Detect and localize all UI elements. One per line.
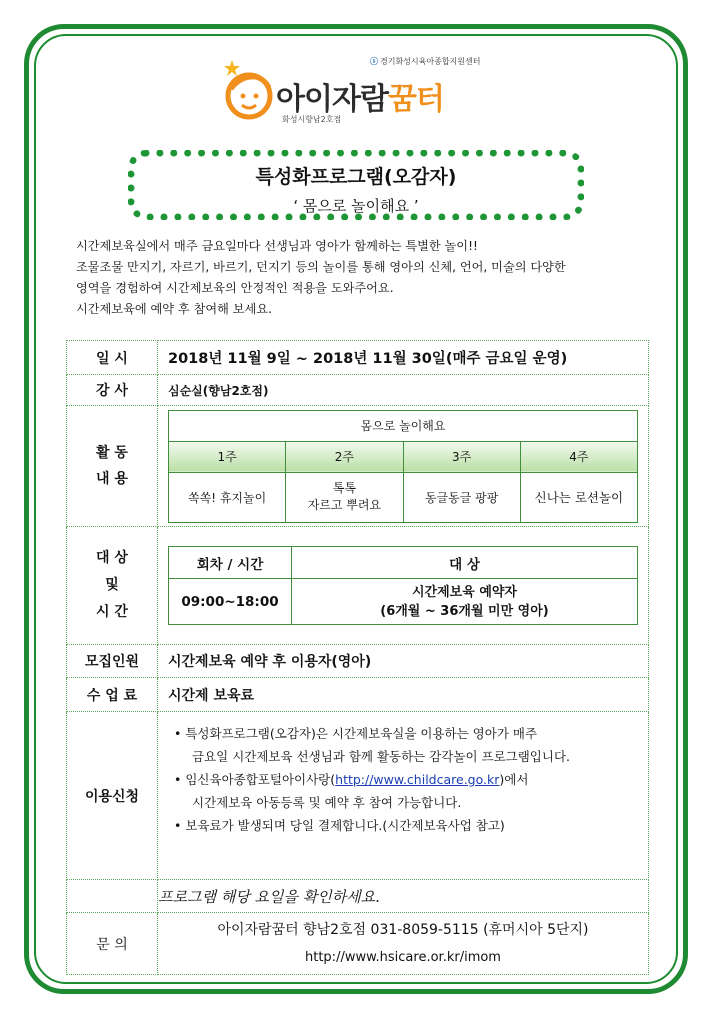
- recruit-row: [67, 645, 649, 678]
- target-line-1: 시간제보육 예약자: [412, 584, 517, 600]
- week-header: 2주: [286, 441, 403, 472]
- childcare-portal-link[interactable]: http://www.childcare.go.kr: [335, 772, 500, 787]
- apply-details: [158, 712, 648, 841]
- page-title: 특성화프로그램(오감자): [255, 166, 457, 188]
- week-header: 3주: [403, 441, 520, 472]
- bullet-icon: •: [174, 726, 186, 741]
- target-table: [168, 546, 638, 625]
- fee-label: 수 업 료: [67, 678, 158, 712]
- date-label: 일 시: [67, 341, 158, 375]
- bullet-icon: •: [174, 818, 186, 833]
- apply-bullet-3: 보육료가 발생되며 당일 결제합니다.(시간제보육사업 참고): [185, 818, 505, 833]
- apply-row: [67, 712, 649, 880]
- logo-title: 아이자람꿈터: [276, 82, 444, 117]
- fee-value: 시간제 보육료: [158, 678, 649, 712]
- contact-url: http://www.hsicare.or.kr/imom: [305, 949, 501, 965]
- activity-table-title: 몸으로 놀이해요: [169, 410, 638, 441]
- activity-row: [67, 406, 649, 527]
- apply-bullet-2-pre: 임신육아종합포털아이사랑(: [185, 772, 336, 787]
- apply-note: 프로그램 해당 요일을 확인하세요.: [158, 880, 649, 913]
- apply-bullet-1: 특성화프로그램(오감자)은 시간제보육실을 이용하는 영아가 매주: [185, 726, 538, 741]
- title-box: [128, 150, 584, 220]
- week-activity: 동글동글 팡팡: [403, 472, 520, 522]
- apply-bullet-1-cont: 금요일 시간제보육 선생님과 함께 활동하는 감각놀이 프로그램입니다.: [192, 749, 570, 764]
- fee-row: [67, 678, 649, 712]
- bullet-icon: •: [174, 772, 186, 787]
- child-face-icon: [222, 58, 274, 120]
- week-header: 1주: [169, 441, 286, 472]
- intro-line: 영역을 경험하여 시간제보육의 안정적인 적용을 도와주어요.: [76, 281, 394, 295]
- target-row: [67, 527, 649, 645]
- week-activity: 신나는 로션놀이: [520, 472, 637, 522]
- session-time: 09:00~18:00: [169, 579, 292, 625]
- center-name: 경기화성시육아종합지원센터: [380, 57, 481, 66]
- intro-line: 조물조물 만지기, 자르기, 바르기, 던지기 등의 놀이를 통해 영아의 신체, 언어, 미술의 다양한: [76, 260, 566, 274]
- intro-line: 시간제보육에 예약 후 참여해 보세요.: [76, 302, 272, 316]
- contact-row: [67, 913, 649, 975]
- target-label-2: 및: [105, 577, 119, 593]
- week-activity: 쏙쏙! 휴지놀이: [169, 472, 286, 522]
- week-activity: 톡톡 자르고 뿌려요: [286, 472, 403, 522]
- logo: [222, 52, 512, 126]
- target-line-2: (6개월 ~ 36개월 미만 영아): [380, 603, 549, 619]
- week-header: 4주: [520, 441, 637, 472]
- teacher-value: 심순실(향남2호점): [158, 375, 649, 406]
- date-row: [67, 341, 649, 375]
- session-time-header: 회차 / 시간: [169, 547, 292, 579]
- intro-line: 시간제보육실에서 매주 금요일마다 선생님과 영아가 함께하는 특별한 놀이!!: [76, 239, 478, 253]
- note-row: [67, 880, 649, 913]
- contact-label: 문 의: [67, 913, 158, 975]
- recruit-label: 모집인원: [67, 645, 158, 678]
- target-header: 대 상: [292, 547, 638, 579]
- activity-label-1: 활 동: [96, 445, 128, 461]
- teacher-row: [67, 375, 649, 406]
- activity-label-2: 내 용: [96, 471, 128, 487]
- apply-bullet-2-cont: 시간제보육 아동등록 및 예약 후 참여 가능합니다.: [192, 795, 462, 810]
- target-label-3: 시 간: [96, 604, 128, 620]
- center-mark-icon: ⓢ: [370, 57, 378, 66]
- teacher-label: 강 사: [67, 375, 158, 406]
- recruit-value: 시간제보육 예약 후 이용자(영아): [158, 645, 649, 678]
- apply-bullet-2-post: )에서: [499, 772, 529, 787]
- intro-text: [76, 236, 656, 320]
- page-subtitle: ‘ 몸으로 놀이해요 ’: [293, 197, 419, 215]
- activity-table: [168, 410, 638, 523]
- date-value: 2018년 11월 9일 ~ 2018년 11월 30일(매주 금요일 운영): [158, 341, 649, 375]
- apply-label: 이용신청: [67, 712, 158, 880]
- info-table: [66, 340, 649, 975]
- target-label-1: 대 상: [96, 550, 128, 566]
- branch-name: 화성시향남2호점: [282, 115, 342, 124]
- contact-line: 아이자람꿈터 향남2호점 031-8059-5115 (휴머시아 5단지): [217, 921, 589, 938]
